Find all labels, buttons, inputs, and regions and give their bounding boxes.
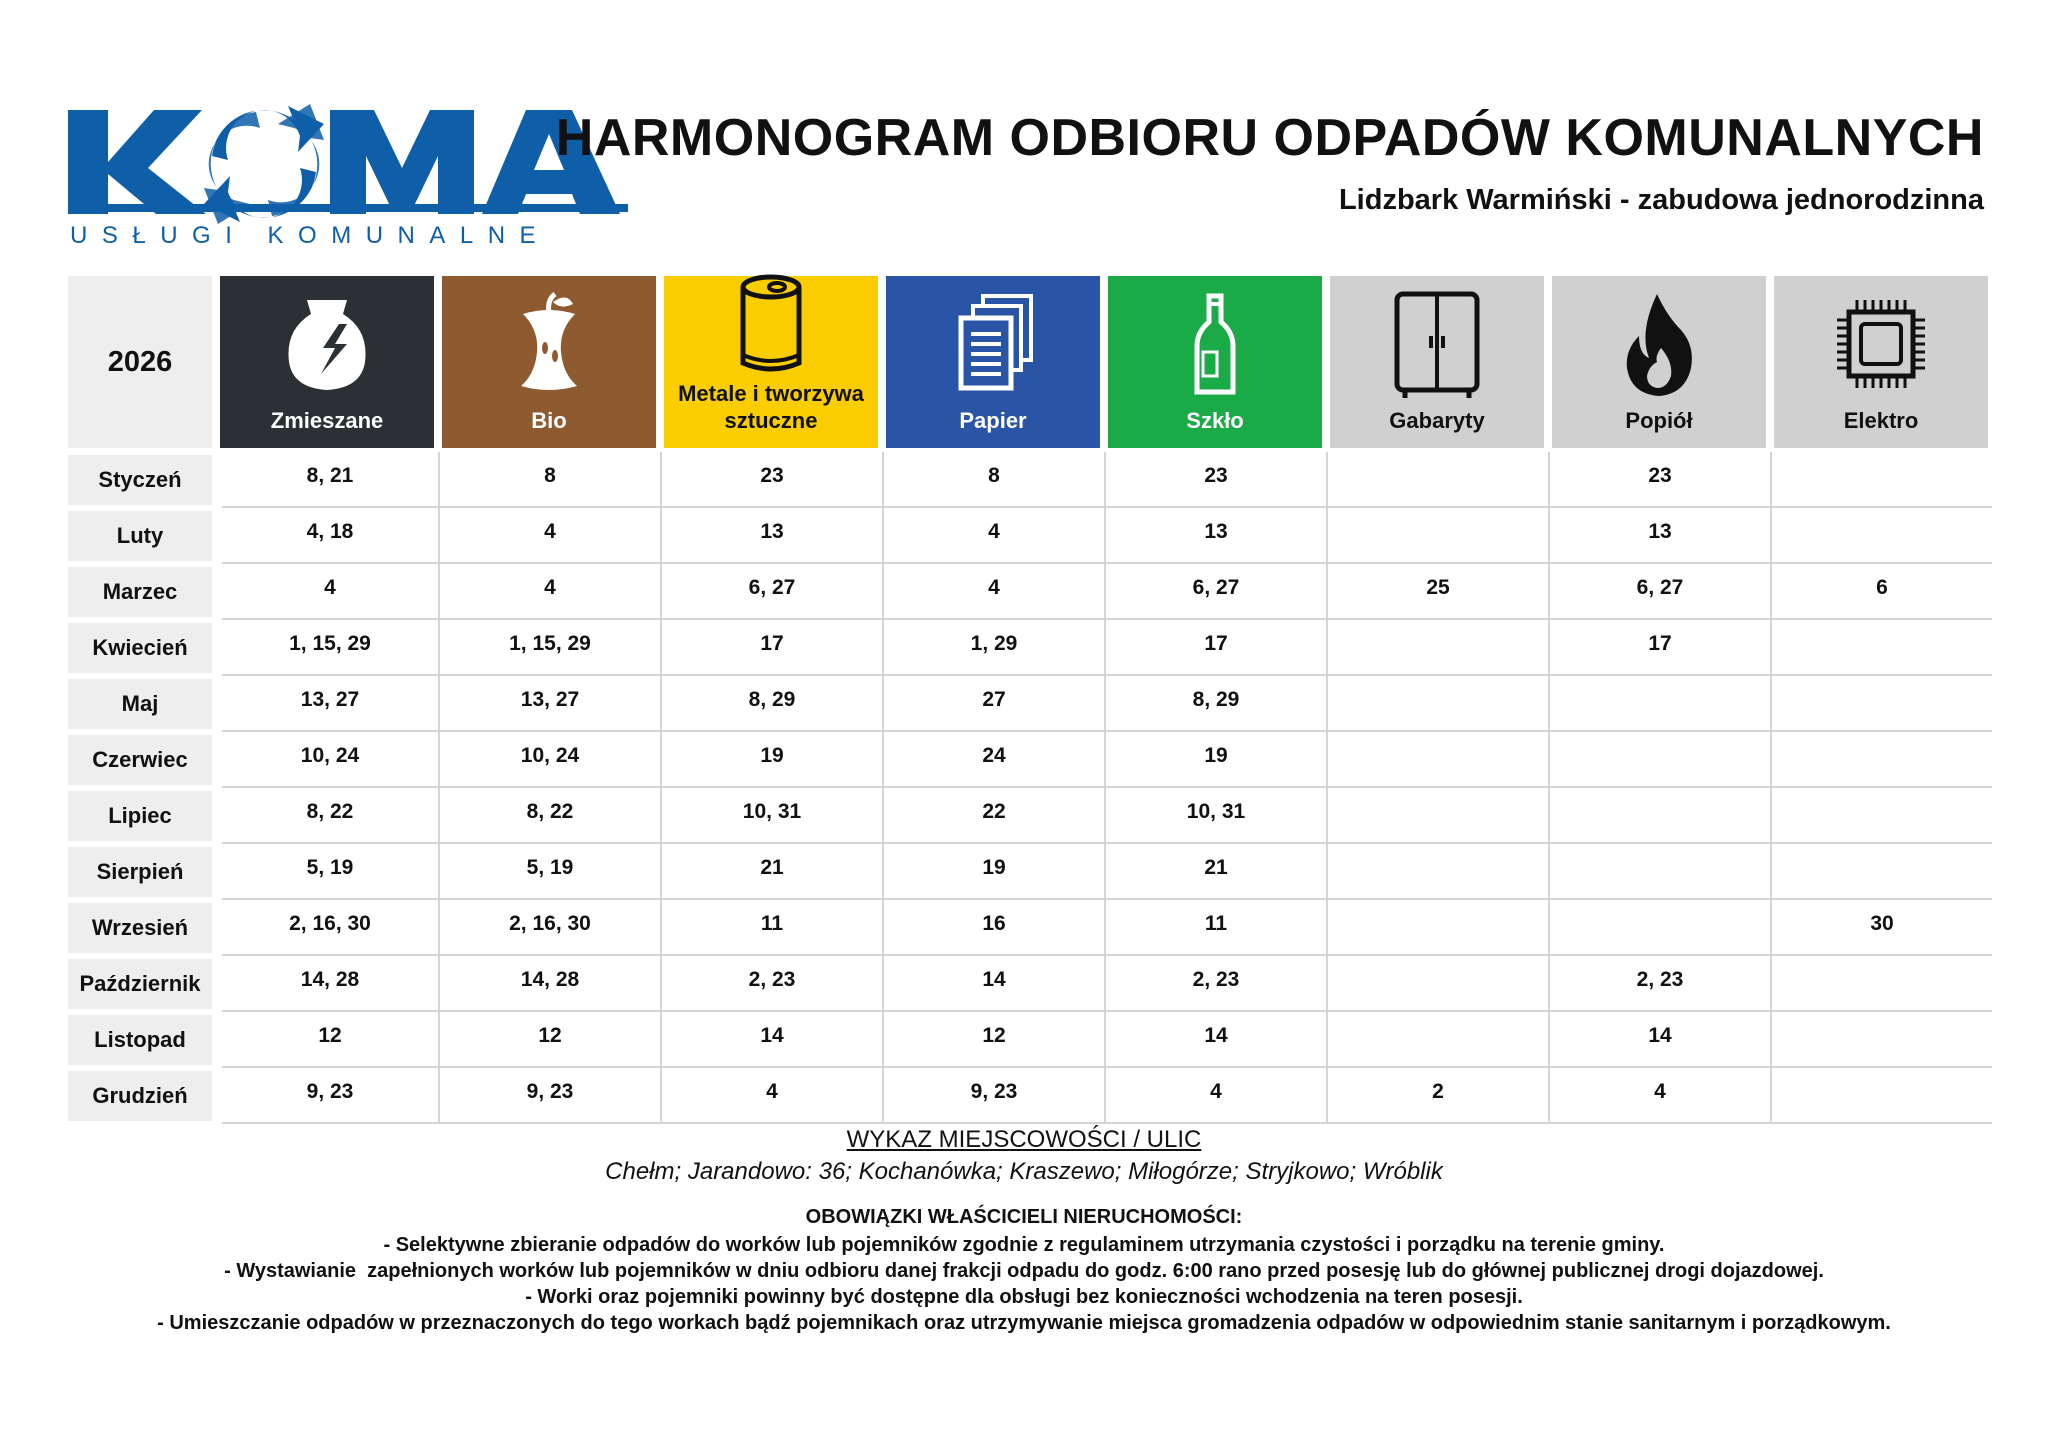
schedule-cell: 17: [1548, 620, 1770, 676]
category-header-bio: [442, 276, 656, 448]
schedule-cell: 30: [1770, 900, 1992, 956]
schedule-cell: 8: [438, 452, 660, 508]
category-label: Gabaryty: [1389, 407, 1485, 433]
schedule-cell: 13, 27: [222, 676, 438, 732]
schedule-cell: [1326, 508, 1548, 564]
category-header-szklo: [1108, 276, 1322, 448]
schedule-cell: 2: [1326, 1068, 1548, 1124]
schedule-cell: 8, 29: [1104, 676, 1326, 732]
schedule-table: [68, 276, 1996, 1124]
duty-item: - Umieszczanie odpadów w przeznaczonych do tego workach bądź pojemnikach oraz utrzymywanie miejsca gromadzenia odpadów w odpowiednim stanie sanitarnym i porządkowym.: [157, 1312, 1891, 1334]
can-icon: [721, 271, 821, 381]
schedule-cell: [1770, 508, 1992, 564]
schedule-cell: 17: [1104, 620, 1326, 676]
schedule-cell: [1770, 788, 1992, 844]
schedule-cell: 6, 27: [660, 564, 882, 620]
schedule-cell: 2, 23: [660, 956, 882, 1012]
category-label: Elektro: [1843, 407, 1919, 433]
category-label: Popiół: [1625, 407, 1693, 433]
schedule-cell: 14: [1104, 1012, 1326, 1068]
month-label: Lipiec: [68, 791, 212, 841]
schedule-cell: 8, 21: [222, 452, 438, 508]
schedule-cell: 6: [1770, 564, 1992, 620]
schedule-cell: [1326, 732, 1548, 788]
category-label: Bio: [531, 407, 567, 433]
schedule-cell: 4: [882, 508, 1104, 564]
month-label: Luty: [68, 511, 212, 561]
wardrobe-icon: [1387, 290, 1487, 400]
category-label: Zmieszane: [270, 407, 384, 433]
schedule-cell: 23: [1104, 452, 1326, 508]
schedule-cell: 23: [1548, 452, 1770, 508]
bottle-icon: [1165, 290, 1265, 400]
schedule-cell: 13, 27: [438, 676, 660, 732]
duties-list: [0, 1232, 2048, 1336]
schedule-cell: 9, 23: [222, 1068, 438, 1124]
category-label: Metale i tworzywa sztuczne: [678, 381, 864, 433]
schedule-cell: 12: [222, 1012, 438, 1068]
month-label: Grudzień: [68, 1071, 212, 1121]
schedule-cell: 2, 16, 30: [222, 900, 438, 956]
schedule-cell: 1, 29: [882, 620, 1104, 676]
schedule-cell: 9, 23: [438, 1068, 660, 1124]
schedule-cell: 10, 31: [660, 788, 882, 844]
schedule-cell: 13: [1104, 508, 1326, 564]
category-header-metale: [664, 276, 878, 448]
schedule-cell: 19: [1104, 732, 1326, 788]
schedule-cell: 5, 19: [222, 844, 438, 900]
schedule-cell: [1770, 452, 1992, 508]
month-label: Sierpień: [68, 847, 212, 897]
schedule-cell: [1770, 732, 1992, 788]
schedule-cell: [1326, 844, 1548, 900]
schedule-cell: 2, 23: [1104, 956, 1326, 1012]
schedule-cell: [1548, 788, 1770, 844]
schedule-cell: [1326, 900, 1548, 956]
schedule-cell: 4: [882, 564, 1104, 620]
schedule-cell: 1, 15, 29: [438, 620, 660, 676]
month-label: Styczeń: [68, 455, 212, 505]
schedule-cell: 27: [882, 676, 1104, 732]
duty-item: - Wystawianie zapełnionych worków lub pojemników w dniu odbioru danej frakcji odpadu do godz. 6:00 rano przed posesję lub do głównej publicznej drogi dojazdowej.: [224, 1260, 1824, 1282]
schedule-cell: 4: [438, 508, 660, 564]
month-label: Październik: [68, 959, 212, 1009]
schedule-cell: [1326, 1012, 1548, 1068]
duties-title: OBOWIĄZKI WŁAŚCICIELI NIERUCHOMOŚCI:: [805, 1206, 1243, 1228]
schedule-cell: 12: [882, 1012, 1104, 1068]
streets-title: WYKAZ MIEJSCOWOŚCI / ULIC: [846, 1126, 1202, 1153]
category-header-elektro: [1774, 276, 1988, 448]
schedule-cell: 11: [1104, 900, 1326, 956]
category-label: Papier: [959, 407, 1027, 433]
schedule-cell: 13: [660, 508, 882, 564]
schedule-cell: 4: [1104, 1068, 1326, 1124]
schedule-cell: 4, 18: [222, 508, 438, 564]
schedule-cell: [1326, 956, 1548, 1012]
category-header-papier: [886, 276, 1100, 448]
flame-icon: [1609, 290, 1709, 400]
schedule-cell: 21: [1104, 844, 1326, 900]
schedule-cell: [1326, 620, 1548, 676]
schedule-cell: 24: [882, 732, 1104, 788]
schedule-cell: 13: [1548, 508, 1770, 564]
schedule-cell: 6, 27: [1548, 564, 1770, 620]
schedule-cell: 14: [1548, 1012, 1770, 1068]
schedule-cell: 6, 27: [1104, 564, 1326, 620]
category-header-zmieszane: [220, 276, 434, 448]
schedule-cell: 2, 16, 30: [438, 900, 660, 956]
year-cell: 2026: [68, 276, 212, 448]
schedule-cell: [1770, 844, 1992, 900]
category-header-gabaryty: [1330, 276, 1544, 448]
schedule-cell: 21: [660, 844, 882, 900]
schedule-cell: 4: [1548, 1068, 1770, 1124]
schedule-cell: 25: [1326, 564, 1548, 620]
schedule-cell: [1548, 676, 1770, 732]
schedule-cell: [1548, 844, 1770, 900]
schedule-cell: 12: [438, 1012, 660, 1068]
schedule-cell: [1548, 732, 1770, 788]
duty-item: - Selektywne zbieranie odpadów do worków lub pojemników zgodnie z regulaminem utrzymania czystości i porządku na terenie gminy.: [383, 1234, 1665, 1256]
month-label: Czerwiec: [68, 735, 212, 785]
month-label: Marzec: [68, 567, 212, 617]
schedule-cell: [1770, 620, 1992, 676]
schedule-cell: 23: [660, 452, 882, 508]
koma-logo: [68, 64, 628, 254]
page-title: HARMONOGRAM ODBIORU ODPADÓW KOMUNALNYCH: [555, 109, 1984, 167]
schedule-cell: [1326, 676, 1548, 732]
month-label: Maj: [68, 679, 212, 729]
page-subtitle: Lidzbark Warmiński - zabudowa jednorodzinna: [1338, 184, 1984, 216]
schedule-cell: 10, 24: [222, 732, 438, 788]
schedule-cell: 4: [660, 1068, 882, 1124]
schedule-cell: 14: [660, 1012, 882, 1068]
schedule-cell: 19: [882, 844, 1104, 900]
schedule-cell: 14, 28: [222, 956, 438, 1012]
month-label: Listopad: [68, 1015, 212, 1065]
schedule-cell: 8, 29: [660, 676, 882, 732]
apple-core-icon: [499, 290, 599, 400]
duty-item: - Worki oraz pojemniki powinny być dostępne dla obsługi bez konieczności wchodzenia na teren posesji.: [525, 1286, 1523, 1308]
schedule-cell: 19: [660, 732, 882, 788]
paper-stack-icon: [943, 290, 1043, 400]
schedule-cell: 4: [222, 564, 438, 620]
month-label: Kwiecień: [68, 623, 212, 673]
schedule-cell: 10, 24: [438, 732, 660, 788]
chip-icon: [1831, 290, 1931, 400]
schedule-cell: [1326, 452, 1548, 508]
schedule-cell: 17: [660, 620, 882, 676]
schedule-cell: 14: [882, 956, 1104, 1012]
schedule-cell: 14, 28: [438, 956, 660, 1012]
schedule-cell: 11: [660, 900, 882, 956]
schedule-cell: 10, 31: [1104, 788, 1326, 844]
category-header-popiol: [1552, 276, 1766, 448]
schedule-cell: 2, 23: [1548, 956, 1770, 1012]
streets-list: Chełm; Jarandowo: 36; Kochanówka; Kraszewo; Miłogórze; Stryjkowo; Wróblik: [605, 1158, 1443, 1185]
schedule-cell: 8, 22: [438, 788, 660, 844]
schedule-cell: [1326, 788, 1548, 844]
logo-tagline: USŁUGI KOMUNALNE: [70, 222, 551, 249]
broken-jar-icon: [277, 290, 377, 400]
schedule-cell: [1770, 1012, 1992, 1068]
schedule-cell: 22: [882, 788, 1104, 844]
schedule-cell: 4: [438, 564, 660, 620]
schedule-cell: [1770, 1068, 1992, 1124]
schedule-cell: [1770, 676, 1992, 732]
schedule-cell: 8: [882, 452, 1104, 508]
schedule-cell: 5, 19: [438, 844, 660, 900]
category-label: Szkło: [1186, 407, 1244, 433]
schedule-cell: 1, 15, 29: [222, 620, 438, 676]
schedule-cell: 8, 22: [222, 788, 438, 844]
schedule-cell: 16: [882, 900, 1104, 956]
month-label: Wrzesień: [68, 903, 212, 953]
schedule-cell: [1548, 900, 1770, 956]
schedule-cell: 9, 23: [882, 1068, 1104, 1124]
schedule-cell: [1770, 956, 1992, 1012]
